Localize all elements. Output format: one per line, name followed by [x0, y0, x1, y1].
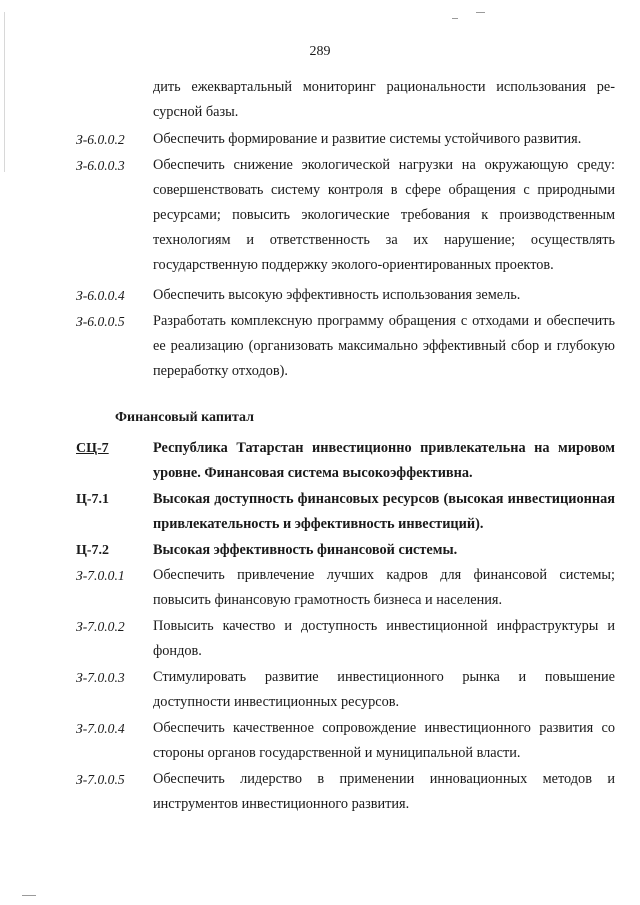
goal-code: Ц-7.2	[76, 543, 110, 558]
scan-speck	[452, 18, 458, 19]
item-text: Обеспечить снижение экологической нагрузки на окружающую среду: совершенствовать систему контроля в сфере обращения с природными ресурсами; повысить экологические требования к производственным технологиям и ответственность за их нарушение; осуществлять государственную поддержку эколого-ориентированных проектов.	[153, 157, 615, 273]
item-text: Обеспечить качественное сопровождение инвестиционного развития со стороны органов государственной и муниципальной власти.	[153, 720, 615, 761]
item-code: З-6.0.0.3	[76, 158, 125, 173]
item-text: Стимулировать развитие инвестиционного рынка и повышение доступности инвестиционных ресурсов.	[153, 669, 615, 710]
section-heading: Финансовый капитал	[115, 410, 254, 425]
item-code: З-7.0.0.3	[76, 670, 125, 685]
page-number: 289	[309, 44, 331, 59]
scan-speck	[476, 12, 485, 13]
goal-code: СЦ-7	[76, 441, 109, 456]
goal-text: Республика Татарстан инвестиционно привлекательна на мировом уровне. Финансовая система высокоэффективна.	[153, 440, 615, 481]
item-text: Разработать комплексную программу обращения с отходами и обеспечить ее реализацию (организовать максимально эффективный сбор и глубокую переработку отходов).	[153, 313, 615, 379]
continuation-paragraph: дить ежеквартальный мониторинг рациональности использования ре-сурсной базы.	[153, 79, 615, 120]
item-text: Обеспечить привлечение лучших кадров для финансовой системы; повысить финансовую грамотность бизнеса и населения.	[153, 567, 615, 608]
goal-text: Высокая эффективность финансовой системы.	[153, 542, 458, 558]
item-code: З-7.0.0.2	[76, 619, 125, 634]
scan-speck	[4, 12, 5, 172]
item-text: Обеспечить формирование и развитие системы устойчивого развития.	[153, 131, 582, 147]
goal-text: Высокая доступность финансовых ресурсов (высокая инвестиционная привлекательность и эффективность инвестиций).	[153, 491, 615, 532]
goal-code: Ц-7.1	[76, 492, 110, 507]
item-code: З-7.0.0.5	[76, 772, 125, 787]
item-text: Обеспечить высокую эффективность использования земель.	[153, 287, 521, 303]
item-code: З-7.0.0.4	[76, 721, 125, 736]
item-text: Повысить качество и доступность инвестиционной инфраструктуры и фондов.	[153, 618, 615, 659]
item-text: Обеспечить лидерство в применении инновационных методов и инструментов инвестиционного развития.	[153, 771, 615, 812]
item-code: З-6.0.0.4	[76, 288, 125, 303]
scan-speck	[22, 895, 36, 896]
item-code: З-6.0.0.5	[76, 314, 125, 329]
item-code: З-7.0.0.1	[76, 568, 125, 583]
item-code: З-6.0.0.2	[76, 132, 125, 147]
